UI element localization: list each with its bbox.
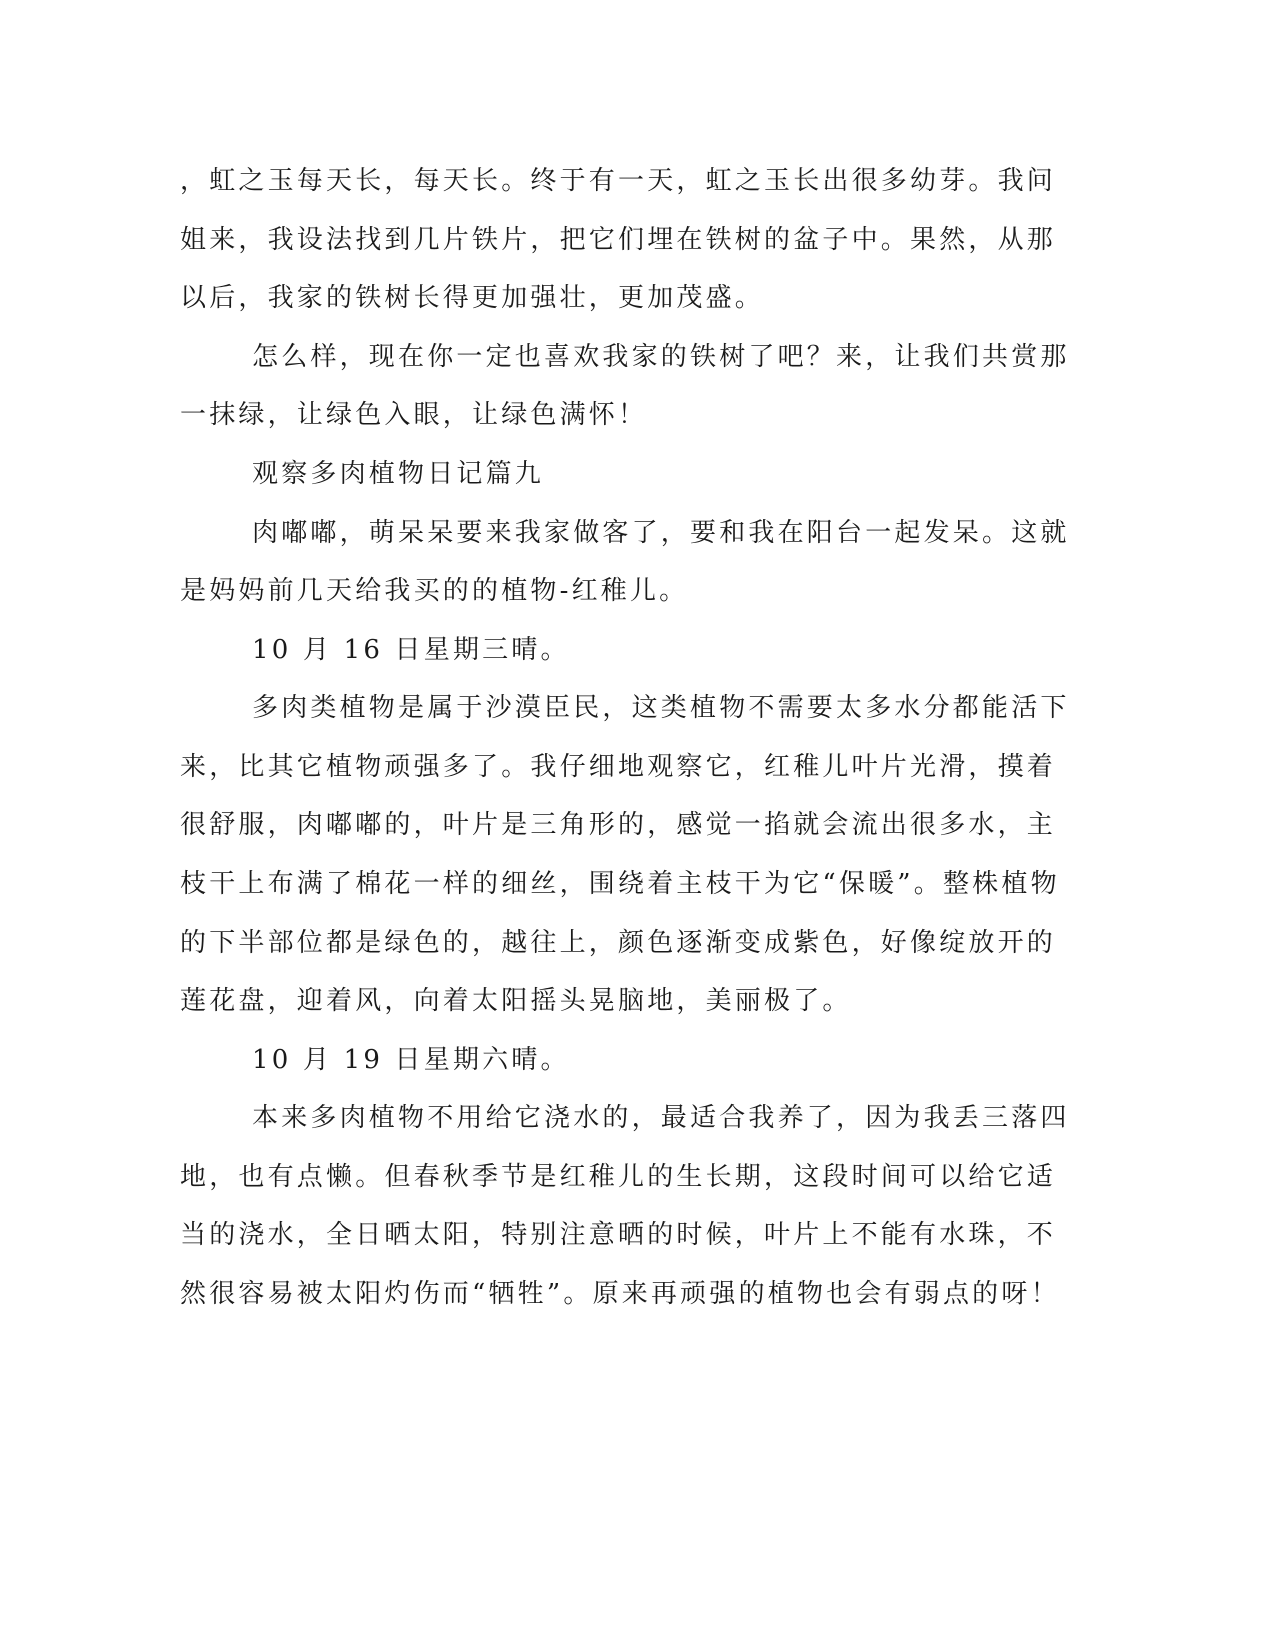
- text-line: 地，也有点懒。但春秋季节是红稚儿的生长期，这段时间可以给它适: [180, 1162, 1057, 1192]
- text-line: 来，比其它植物顽强多了。我仔细地观察它，红稚儿叶片光滑，摸着: [180, 752, 1057, 782]
- text-line: 姐来，我设法找到几片铁片，把它们埋在铁树的盆子中。果然，从那: [180, 225, 1057, 255]
- text-line: 然很容易被太阳灼伤而“牺牲”。原来再顽强的植物也会有弱点的呀！: [180, 1279, 1060, 1309]
- text-line: 是妈妈前几天给我买的的植物-红稚儿。: [180, 576, 689, 606]
- text-line: 枝干上布满了棉花一样的细丝，围绕着主枝干为它“保暖”。整株植物: [180, 869, 1060, 899]
- text-line: 的下半部位都是绿色的，越往上，颜色逐渐变成紫色，好像绽放开的: [180, 928, 1057, 958]
- diary-date-line: 10 月 16 日星期三晴。: [252, 635, 570, 665]
- text-line: ，虹之玉每天长，每天长。终于有一天，虹之玉长出很多幼芽。我问: [180, 166, 1057, 196]
- text-line: 当的浇水，全日晒太阳，特别注意晒的时候，叶片上不能有水珠，不: [180, 1220, 1057, 1250]
- paragraph-first-line: 本来多肉植物不用给它浇水的，最适合我养了，因为我丢三落四: [252, 1103, 1070, 1133]
- text-line: 莲花盘，迎着风，向着太阳摇头晃脑地，美丽极了。: [180, 986, 852, 1016]
- text-line: 一抹绿，让绿色入眼，让绿色满怀！: [180, 400, 648, 430]
- section-heading: 观察多肉植物日记篇九: [252, 459, 545, 489]
- paragraph-first-line: 肉嘟嘟，萌呆呆要来我家做客了，要和我在阳台一起发呆。这就: [252, 518, 1070, 548]
- diary-date-line: 10 月 19 日星期六晴。: [252, 1045, 570, 1075]
- text-line: 很舒服，肉嘟嘟的，叶片是三角形的，感觉一掐就会流出很多水，主: [180, 810, 1057, 840]
- paragraph-first-line: 多肉类植物是属于沙漠臣民，这类植物不需要太多水分都能活下: [252, 693, 1070, 723]
- paragraph-first-line: 怎么样，现在你一定也喜欢我家的铁树了吧？来，让我们共赏那: [252, 342, 1070, 372]
- text-line: 以后，我家的铁树长得更加强壮，更加茂盛。: [180, 283, 765, 313]
